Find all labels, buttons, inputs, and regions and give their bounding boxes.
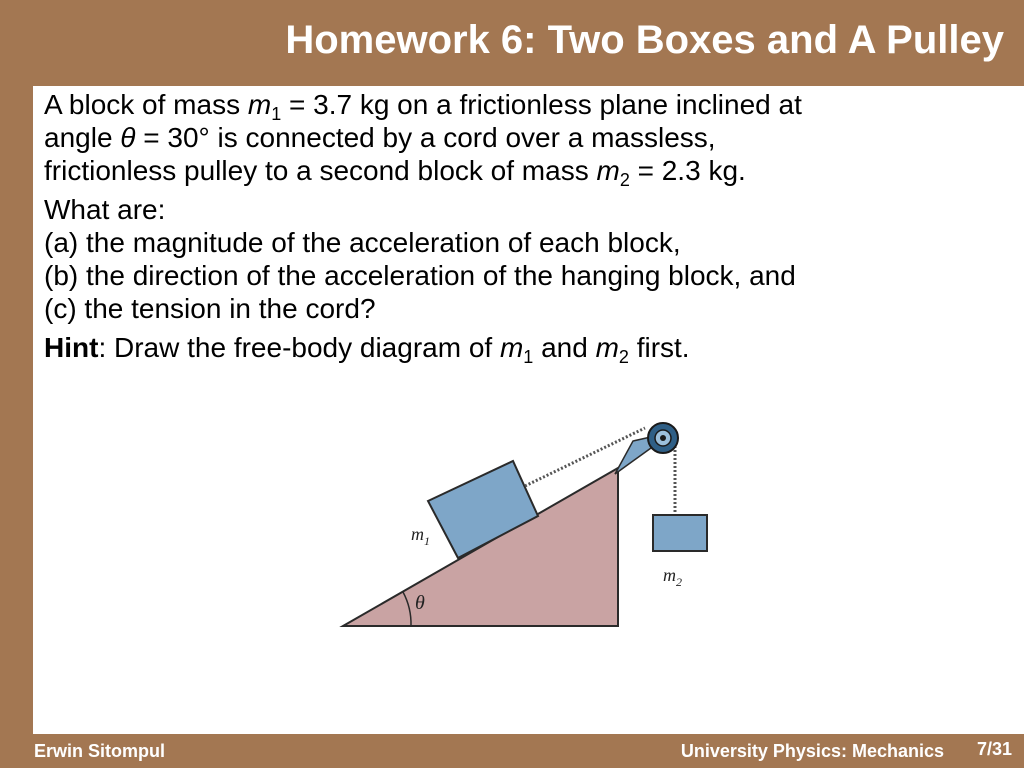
footer-course: University Physics: Mechanics xyxy=(680,741,944,761)
problem-text-line2b: = 30° is connected by a cord over a massless, xyxy=(135,122,716,153)
label-m2 xyxy=(663,565,682,589)
hint-m2-symbol: m xyxy=(595,332,619,363)
hint xyxy=(44,331,1004,367)
theta-symbol: θ xyxy=(120,122,136,153)
label-m1 xyxy=(411,524,430,548)
problem-text xyxy=(44,88,1004,370)
problem-statement xyxy=(44,88,1004,190)
label-m2-sub: 2 xyxy=(676,575,682,589)
problem-text-line1b: = 3.7 kg on a frictionless plane inclined at xyxy=(281,89,802,120)
problem-text-line3b: = 2.3 kg. xyxy=(629,155,746,186)
hint-text-a: : Draw the free-body diagram of xyxy=(98,332,500,363)
m1-symbol: m xyxy=(247,89,272,120)
questions xyxy=(44,193,1004,325)
hint-m2-subscript: 2 xyxy=(618,347,629,367)
label-m1-letter: m xyxy=(411,524,424,544)
pulley-axle xyxy=(660,435,666,441)
m1-subscript: 1 xyxy=(271,104,282,124)
block-m2 xyxy=(653,515,707,551)
footer xyxy=(0,734,1024,768)
theta-label: θ xyxy=(415,592,425,614)
m2-symbol: m xyxy=(596,155,620,186)
question-a: (a) the magnitude of the acceleration of each block, xyxy=(44,227,681,258)
slide-title: Homework 6: Two Boxes and A Pulley xyxy=(285,18,1004,62)
footer-author: Erwin Sitompul xyxy=(34,741,166,761)
incline-pulley-diagram xyxy=(333,416,713,631)
content-panel xyxy=(33,86,1024,734)
questions-intro: What are: xyxy=(44,194,166,225)
problem-text-line3a: frictionless pulley to a second block of mass xyxy=(44,155,597,186)
problem-text-line1a: A block of mass xyxy=(44,89,248,120)
label-m1-sub: 1 xyxy=(424,534,430,548)
m2-subscript: 2 xyxy=(619,170,630,190)
hint-m1-subscript: 1 xyxy=(523,347,534,367)
hint-m1-symbol: m xyxy=(499,332,524,363)
problem-text-line2a: angle xyxy=(44,122,121,153)
question-c: (c) the tension in the cord? xyxy=(44,293,376,324)
question-b: (b) the direction of the acceleration of the hanging block, and xyxy=(44,260,796,291)
footer-page-number: 7/31 xyxy=(976,739,1012,759)
hint-first: first. xyxy=(628,332,690,363)
label-m2-letter: m xyxy=(663,565,676,585)
hint-and: and xyxy=(533,332,596,363)
hint-label: Hint xyxy=(44,332,99,363)
